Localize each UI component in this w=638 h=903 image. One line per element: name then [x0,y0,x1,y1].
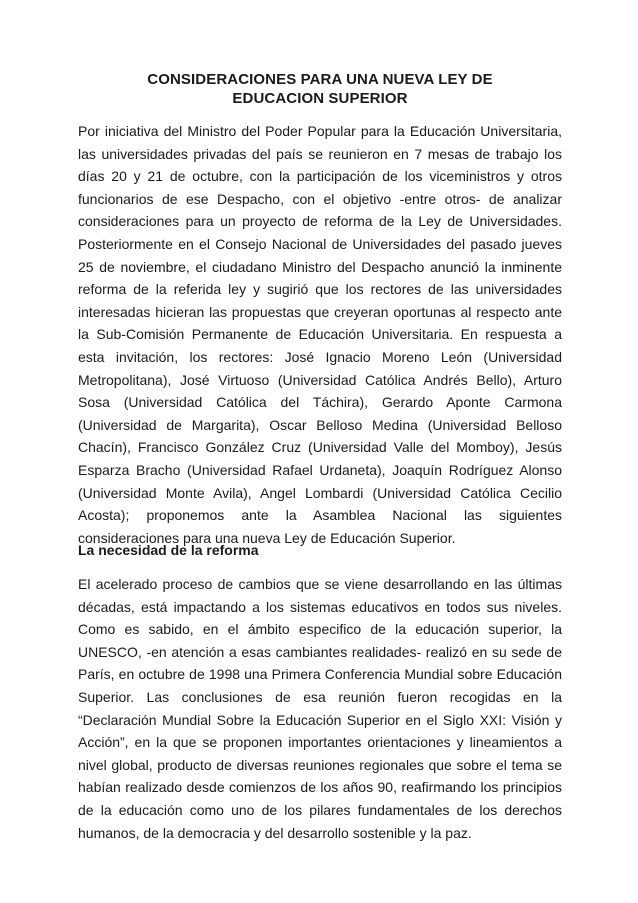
section-heading: La necesidad de la reforma [78,542,259,558]
document-title [78,70,562,108]
intro-paragraph: Por iniciativa del Ministro del Poder Popular para la Educación Universitaria, las universidades privadas del país se reunieron en 7 mesas de trabajo los días 20 y 21 de octubre, con la participación de los viceministros y otros funcionarios de ese Despacho, con el objetivo -entre otros- de analizar consideraciones para un proyecto de reforma de la Ley de Universidades. Posteriormente en el Consejo Nacional de Universidades del pasado jueves 25 de noviembre, el ciudadano Ministro del Despacho anunció la inminente reforma de la referida ley y sugirió que los rectores de las universidades interesadas hicieran las propuestas que creyeran oportunas al respecto ante la Sub-Comisión Permanente de Educación Universitaria. En respuesta a esta invitación, los rectores: José Ignacio Moreno León (Universidad Metropolitana), José Virtuoso (Universidad Católica Andrés Bello), Arturo Sosa (Universidad Católica del Táchira), Gerardo Aponte Carmona (Universidad de Margarita), Oscar Belloso Medina (Universidad Belloso Chacín), Francisco González Cruz (Universidad Valle del Momboy), Jesús Esparza Bracho (Universidad Rafael Urdaneta), Joaquín Rodríguez Alonso (Universidad Monte Avila), Angel Lombardi (Universidad Católica Cecilio Acosta); proponemos ante la Asamblea Nacional las siguientes consideraciones para una nueva Ley de Educación Superior. [78,123,562,546]
title-line-2: EDUCACION SUPERIOR [232,90,408,107]
reform-paragraph: El acelerado proceso de cambios que se viene desarrollando en las últimas décadas, está impactando a los sistemas educativos en todos sus niveles. Como es sabido, en el ámbito especifico de la educación superior, la UNESCO, -en atención a esas cambiantes realidades- realizó en su sede de París, en octubre de 1998 una Primera Conferencia Mundial sobre Educación Superior. Las conclusiones de esa reunión fueron recogidas en la “Declaración Mundial Sobre la Educación Superior en el Siglo XXI: Visión y Acción”, en la que se proponen importantes orientaciones y lineamientos a nivel global, producto de diversas reuniones regionales que sobre el tema se habían realizado desde comienzos de los años 90, reafirmando los principios de la educación como uno de los pilares fundamentales de los derechos humanos, de la democracia y del desarrollo sostenible y la paz. [78,576,562,841]
title-line-1: CONSIDERACIONES PARA UNA NUEVA LEY DE [147,71,493,88]
